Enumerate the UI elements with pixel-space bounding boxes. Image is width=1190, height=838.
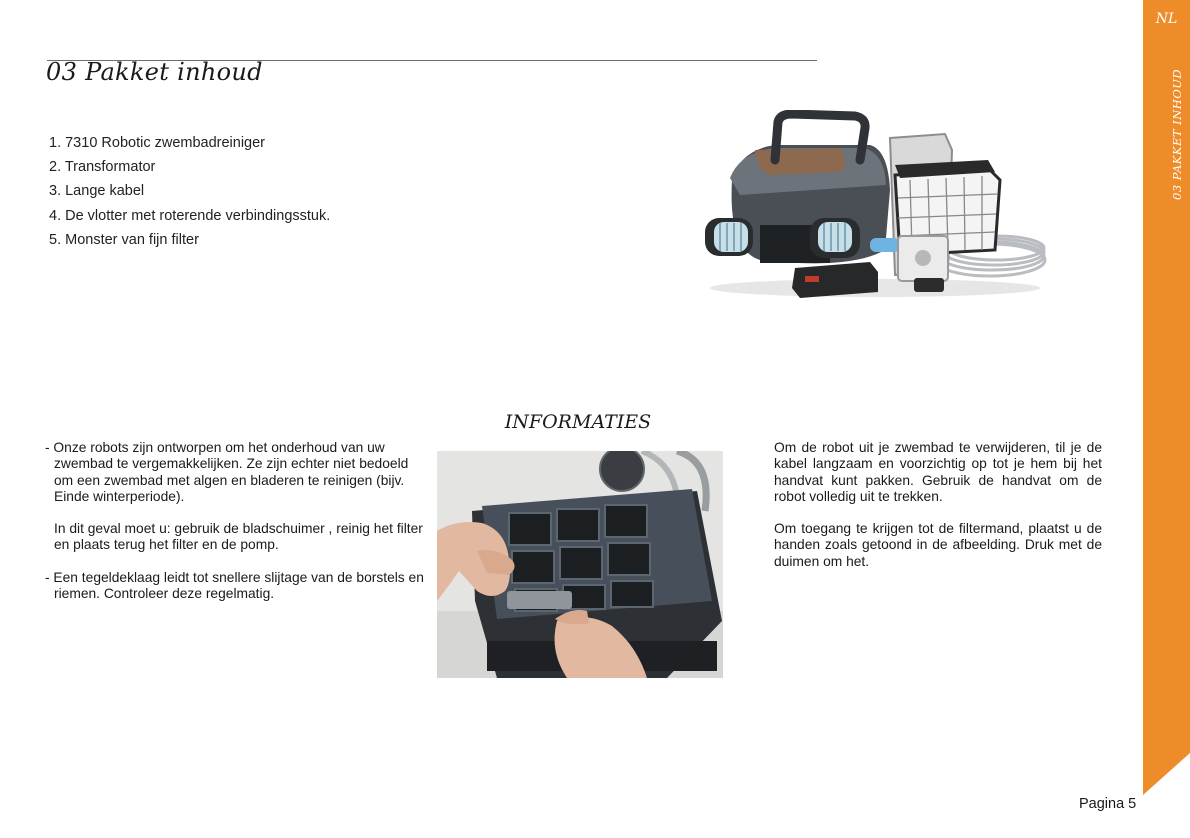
- package-contents-list: [49, 131, 330, 252]
- info-paragraph: - Onze robots zijn ontworpen om het onderhoud van uw zwembad te vergemakkelijken. Ze zijn echter niet bedoeld om een zwembad met algen en bladeren te reinigen (bijv. Einde winterperiode).: [45, 440, 409, 504]
- list-item: 1. 7310 Robotic zwembadreiniger: [49, 135, 266, 151]
- list-item: 3. Lange kabel: [49, 183, 145, 200]
- info-paragraph: Om de robot uit je zwembad te verwijderen, til je de kabel langzaam en voorzichtig op tot je hem bij het handvat kunt pakken. Gebruik de handvat om de robot volledig uit te trekken.: [774, 440, 1102, 504]
- info-paragraph: In dit geval moet u: gebruik de bladschuimer , reinig het filter en plaats terug het filter en de pomp.: [54, 521, 423, 553]
- page-number: Pagina 5: [1079, 796, 1137, 812]
- info-left-column: [45, 440, 425, 618]
- info-paragraph: - Een tegeldeklaag leidt tot snellere slijtage van de borstels en riemen. Controleer deze regelmatig.: [45, 569, 424, 602]
- list-item: 2. Transformator: [49, 159, 156, 176]
- list-item: 5. Monster van fijn filter: [49, 231, 199, 248]
- page-title: 03 Pakket inhoud: [46, 58, 263, 86]
- package-contents-photo: [700, 110, 1050, 300]
- info-paragraph: Om toegang te krijgen tot de filtermand, plaatst u de handen zoals getoond in de afbeelding. Druk met de duimen om het.: [774, 521, 1102, 569]
- filter-access-photo: [437, 451, 723, 678]
- info-right-column: [774, 440, 1102, 586]
- info-heading: INFORMATIES: [504, 411, 652, 433]
- list-item: 4. De vlotter met roterende verbindingsstuk.: [49, 207, 331, 224]
- language-label: NL: [1155, 11, 1178, 27]
- section-label: 03 PAKKET INHOUD: [1170, 68, 1184, 200]
